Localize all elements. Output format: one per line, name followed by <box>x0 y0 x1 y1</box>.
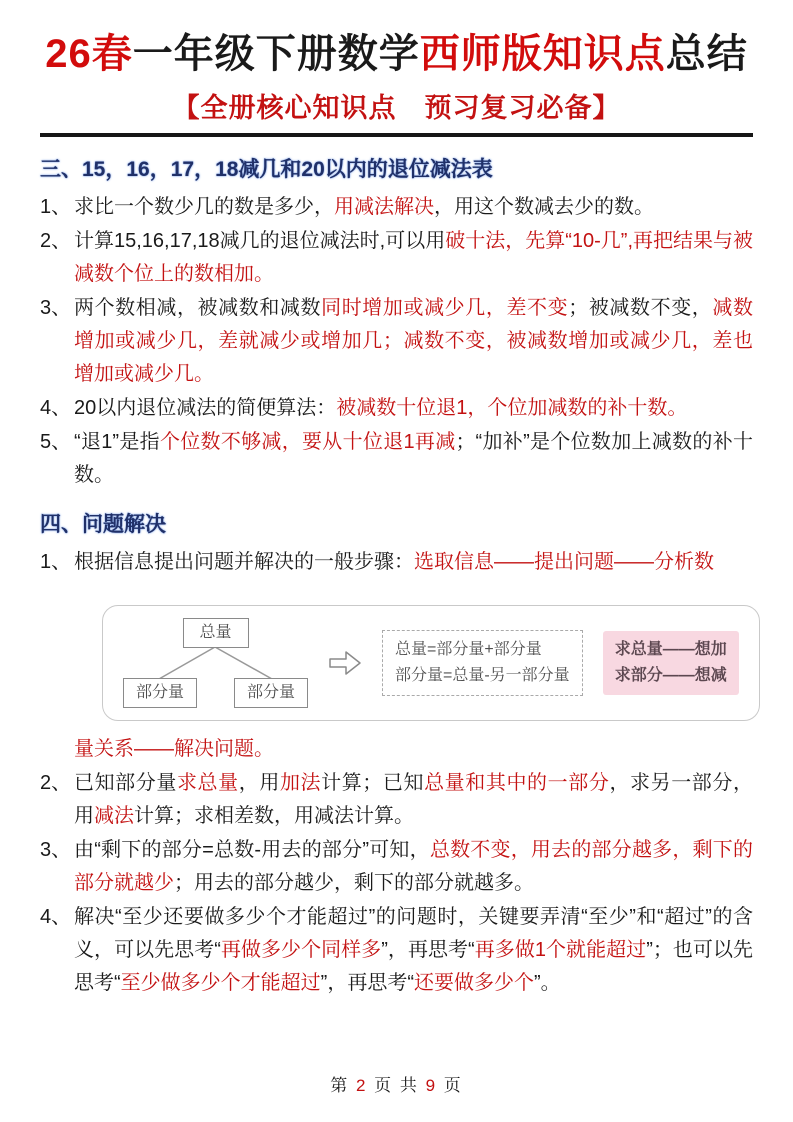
formula-line: 部分量=总量-另一部分量 <box>395 667 570 684</box>
section-4-heading: 四、问题解决 <box>40 513 166 536</box>
part-box-1: 部分量 <box>123 678 197 708</box>
list-item <box>40 292 753 391</box>
item-text: 解决“至少还要做多少个才能超过”的问题时，关键要弄清“至少”和“超过”的含义，可以先思考“再做多少个同样多”，再思考“再多做1个就能超过”；也可以先思考“至少做多少个才能超过”，再思考“还要做多少个”。 <box>74 906 753 994</box>
item-text: 根据信息提出问题并解决的一般步骤：选取信息——提出问题——分析数 <box>74 551 714 573</box>
hint-line: 求总量——想加 <box>614 641 727 658</box>
figure-row <box>102 605 753 721</box>
part-whole-diagram <box>102 605 760 721</box>
list-item <box>40 834 753 900</box>
section-3-heading: 三、15，16，17，18减几和20以内的退位减法表 <box>40 158 493 181</box>
item-text: 已知部分量求总量，用加法计算；已知总量和其中的一部分，求另一部分，用减法计算；求相差数，用减法计算。 <box>74 772 753 827</box>
part-whole-tree <box>123 618 308 708</box>
item-text: 20以内退位减法的简便算法：被减数十位退1，个位加减数的补十数。 <box>74 397 688 419</box>
page-title: 26春一年级下册数学西师版知识点总结 <box>45 32 748 76</box>
right-arrow-icon <box>328 648 362 678</box>
item-number: 1、 <box>40 551 72 573</box>
hint-box <box>603 631 739 695</box>
formula-line: 总量=部分量+部分量 <box>395 641 542 658</box>
list-item <box>40 191 753 224</box>
item-number: 5、 <box>40 431 72 453</box>
hint-line: 求部分——想减 <box>614 667 727 684</box>
item-number: 2、 <box>40 230 72 252</box>
list-item <box>40 546 753 579</box>
list-item <box>40 225 753 291</box>
page-number: 第 2 页 共 9 页 <box>330 1076 463 1095</box>
list-item <box>40 426 753 492</box>
item-text: “退1”是指个位数不够减，要从十位退1再减；“加补”是个位数加上减数的补十数。 <box>74 431 753 486</box>
list-item <box>40 767 753 833</box>
item-number: 3、 <box>40 839 72 861</box>
list-item-continuation <box>40 733 753 766</box>
total-box: 总量 <box>182 618 248 648</box>
item-number: 4、 <box>40 397 72 419</box>
item-text: 两个数相减，被减数和减数同时增加或减少几，差不变；被减数不变，减数增加或减少几，差就减少或增加几；减数不变，被减数增加或减少几，差也增加或减少几。 <box>74 297 753 385</box>
item-number: 4、 <box>40 906 72 928</box>
item-text: 量关系——解决问题。 <box>74 738 274 760</box>
page-subtitle: 【全册核心知识点 预习复习必备】 <box>172 93 621 123</box>
list-item <box>40 901 753 1000</box>
part-box-2: 部分量 <box>234 678 308 708</box>
item-text: 计算15,16,17,18减几的退位减法时,可以用破十法，先算“10-几”,再把结果与被减数个位上的数相加。 <box>74 230 754 285</box>
list-item <box>40 392 753 425</box>
item-text: 由“剩下的部分=总数-用去的部分”可知，总数不变，用去的部分越多，剩下的部分就越少；用去的部分越少，剩下的部分就越多。 <box>74 839 753 894</box>
divider <box>40 133 753 137</box>
item-text: 求比一个数少几的数是多少，用减法解决，用这个数减去少的数。 <box>74 196 654 218</box>
item-number: 2、 <box>40 772 72 794</box>
item-number: 1、 <box>40 196 72 218</box>
formula-box <box>382 630 583 696</box>
item-number: 3、 <box>40 297 72 319</box>
